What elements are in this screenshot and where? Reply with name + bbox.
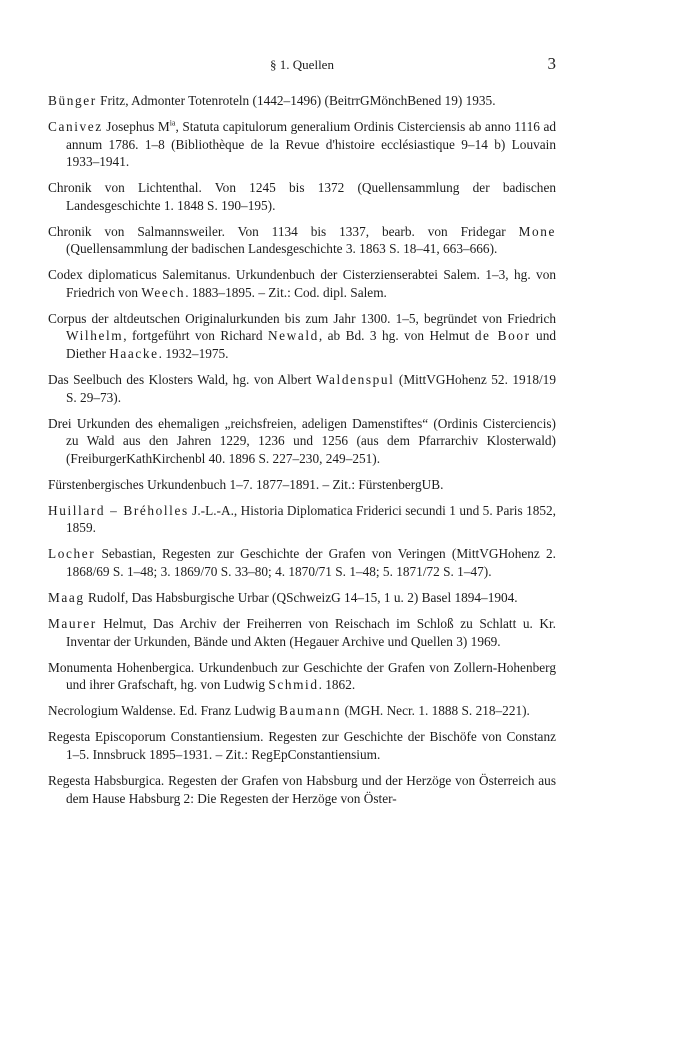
author-name: Locher bbox=[48, 546, 96, 562]
entry-text: Das Seelbuch des Klosters Wald, hg. von Albert bbox=[48, 372, 316, 388]
author-name: Huillard – Bréholles bbox=[48, 502, 189, 518]
entry-text: Chronik von Salmannsweiler. Von 1134 bis 1337, bearb. von Fridegar bbox=[48, 223, 519, 239]
page-number: 3 bbox=[547, 54, 556, 73]
entry-text: Helmut, Das Archiv der Freiherren von Reischach im Schloß zu Schlatt u. Kr. Inventar der Urkunden, Bände und Akten (Hegauer Archive und Quellen 3) 1969. bbox=[66, 616, 556, 649]
editor-name: de Boor bbox=[474, 328, 531, 344]
author-name: Canivez bbox=[48, 119, 103, 135]
editor-name: Newald bbox=[267, 328, 319, 344]
entry-text: , Statuta capitulorum generalium Ordinis Cisterciensis ab anno 1116 ad annum 1786. 1–8 (Bibliothèque de la Revue d'histoire ecclésiastique 9–14 b) Louvain 1933–1941. bbox=[66, 119, 556, 170]
bibliography-entry bbox=[48, 589, 556, 607]
superscript: ia bbox=[169, 118, 176, 128]
author-name: Maag bbox=[48, 590, 85, 606]
bibliography-entry bbox=[48, 266, 556, 301]
author-name: Bünger bbox=[48, 93, 97, 108]
entry-text: Necrologium Waldense. Ed. Franz Ludwig bbox=[48, 703, 279, 719]
entry-text: , ab Bd. 3 hg. von Helmut bbox=[318, 328, 475, 344]
editor-name: Mone bbox=[518, 223, 556, 239]
bibliography-entry: Drei Urkunden des ehemaligen „reichsfreien, adeligen Damenstiftes“ (Ordinis Cisterciencis) zu Wald aus den Jahren 1229, 1236 und 1256 (aus dem Pfarrarchiv Klosterwald) (FreiburgerKathKirchenbl 40. 1896 S. 227–230, 249–251). bbox=[48, 415, 556, 466]
bibliography-entry: Regesta Episcoporum Constantiensium. Regesten zur Geschichte der Bischöfe von Constanz 1–5. Innsbruck 1895–1931. – Zit.: RegEpConstantiensium. bbox=[48, 729, 556, 762]
entry-text: und Diether bbox=[66, 328, 556, 361]
bibliography-entry bbox=[48, 615, 556, 650]
entry-text: (MGH. Necr. 1. 1888 S. 218–221). bbox=[341, 703, 530, 719]
entry-text: . 1862. bbox=[318, 677, 356, 693]
entry-text: (Quellensammlung der badischen Landesgeschichte 3. 1863 S. 18–41, 663–666). bbox=[66, 241, 498, 257]
editor-name: Haacke bbox=[109, 345, 159, 361]
entry-text: J.-L.-A., Historia Diplomatica Friderici secundi 1 und 5. Paris 1852, 1859. bbox=[66, 502, 556, 536]
editor-name: Wilhelm bbox=[66, 328, 124, 344]
bibliography-entry: Fürstenbergisches Urkundenbuch 1–7. 1877–1891. – Zit.: FürstenbergUB. bbox=[48, 476, 444, 492]
entry-text: . 1883–1895. – Zit.: Cod. dipl. Salem. bbox=[185, 284, 387, 300]
editor-name: Waldenspul bbox=[315, 372, 395, 388]
bibliography-entry bbox=[48, 92, 556, 110]
entry-text: Sebastian, Regesten zur Geschichte der Grafen von Veringen (MittVGHohenz 2. 1868/69 S. 1–48; 3. 1869/70 S. 33–80; 4. 1870/71 S. 1–48; 5. 1871/72 S. 1–47). bbox=[66, 546, 556, 579]
bibliography-entry bbox=[48, 223, 556, 258]
entry-text: Rudolf, Das Habsburgische Urbar (QSchweizG 14–15, 1 u. 2) Basel 1894–1904. bbox=[84, 590, 518, 606]
bibliography-entry bbox=[48, 310, 556, 363]
bibliography-entry bbox=[48, 118, 556, 171]
author-name: Maurer bbox=[48, 616, 97, 632]
bibliography-entry bbox=[48, 702, 556, 720]
entry-text: Codex diplomaticus Salemitanus. Urkundenbuch der Cisterzienserabtei Salem. 1–3, hg. von Friedrich von bbox=[48, 267, 556, 300]
entry-text: , fortgeführt von Richard bbox=[123, 328, 268, 344]
entry-text: Fritz, Admonter Totenroteln (1442–1496) (BeitrrGMönchBened 19) 1935. bbox=[96, 93, 496, 108]
page-header bbox=[48, 54, 556, 77]
bibliography-entry bbox=[48, 659, 556, 694]
bibliography-list bbox=[48, 92, 556, 816]
entry-text: Josephus M bbox=[102, 119, 170, 135]
entry-text: Corpus der altdeutschen Originalurkunden bis zum Jahr 1300. 1–5, begründet von Friedrich bbox=[48, 310, 556, 326]
entry-text: Monumenta Hohenbergica. Urkundenbuch zur Geschichte der Grafen von Zollern-Hohenberg und ihrer Grafschaft, hg. von Ludwig bbox=[48, 659, 556, 693]
running-head: § 1. Quellen bbox=[270, 57, 334, 72]
bibliography-entry: Chronik von Lichtenthal. Von 1245 bis 1372 (Quellensammlung der badischen Landesgeschichte 1. 1848 S. 190–195). bbox=[48, 180, 556, 213]
bibliography-entry bbox=[48, 371, 556, 406]
editor-name: Schmid bbox=[268, 677, 319, 693]
bibliography-entry: Regesta Habsburgica. Regesten der Grafen von Habsburg und der Herzöge von Österreich aus dem Hause Habsburg 2: Die Regesten der Herzöge von Öster- bbox=[48, 773, 556, 806]
bibliography-entry bbox=[48, 545, 556, 580]
entry-text: . 1932–1975. bbox=[158, 345, 229, 361]
editor-name: Baumann bbox=[278, 703, 342, 719]
editor-name: Weech bbox=[141, 284, 186, 300]
bibliography-entry bbox=[48, 502, 556, 537]
entry-text: (MittVGHohenz 52. 1918/19 S. 29–73). bbox=[66, 372, 556, 405]
